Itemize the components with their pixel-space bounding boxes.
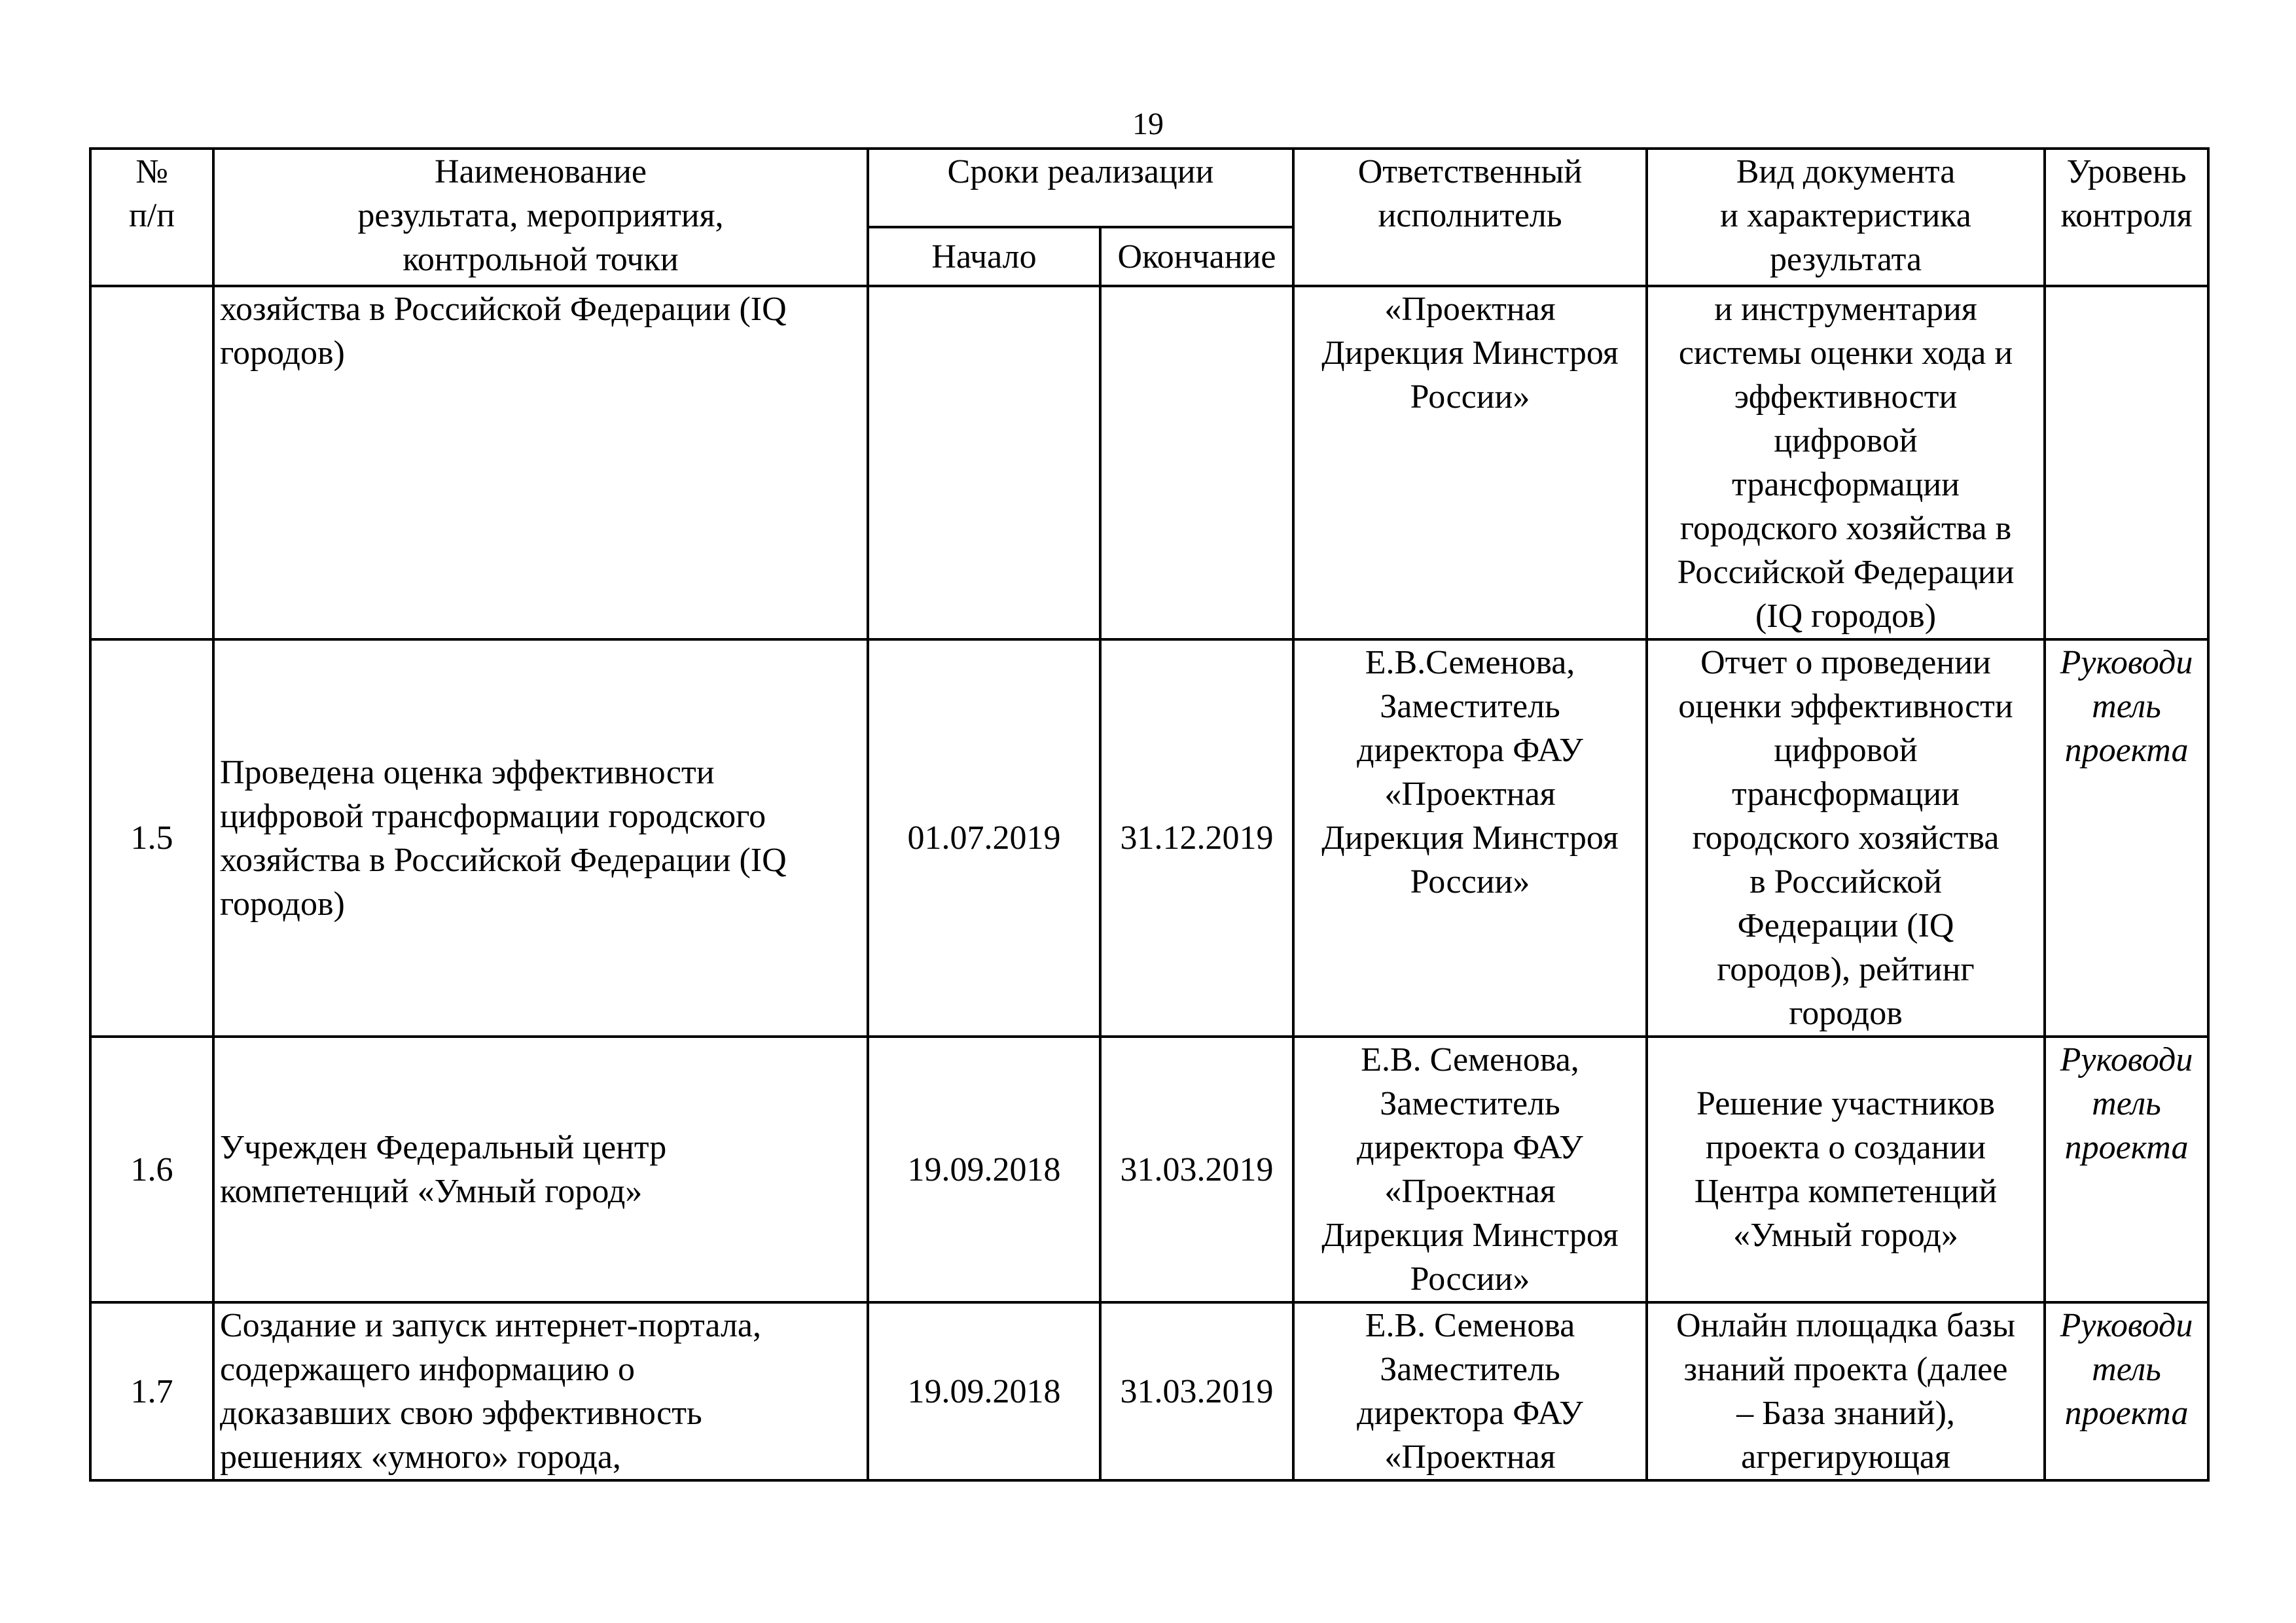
cell-num: 1.7: [90, 1302, 213, 1480]
table-row: [90, 1302, 2208, 1480]
cell-name: Проведена оценка эффективности цифровой трансформации городского хозяйства в Российской Федерации (IQ городов): [213, 639, 868, 1037]
cell-control: Руководи тель проекта: [2045, 639, 2208, 1037]
header-doc-type: Вид документа и характеристика результата: [1647, 149, 2045, 286]
header-responsible: Ответственный исполнитель: [1293, 149, 1647, 286]
cell-name: хозяйства в Российской Федерации (IQ городов): [213, 286, 868, 639]
cell-num: 1.5: [90, 639, 213, 1037]
table-row: [90, 1037, 2208, 1302]
table-row: [90, 286, 2208, 639]
table-body: [90, 286, 2208, 1480]
header-start: Начало: [868, 227, 1100, 286]
cell-end: 31.03.2019: [1100, 1302, 1293, 1480]
cell-end: 31.03.2019: [1100, 1037, 1293, 1302]
cell-doc-type: Решение участников проекта о создании Центра компетенций «Умный город»: [1647, 1037, 2045, 1302]
cell-control: Руководи тель проекта: [2045, 1037, 2208, 1302]
header-period: Сроки реализации: [868, 149, 1293, 227]
header-name: Наименование результата, мероприятия, контрольной точки: [213, 149, 868, 286]
cell-responsible: Е.В. Семенова Заместитель директора ФАУ «Проектная: [1293, 1302, 1647, 1480]
cell-start: 19.09.2018: [868, 1302, 1100, 1480]
cell-responsible: «Проектная Дирекция Минстроя России»: [1293, 286, 1647, 639]
cell-responsible: Е.В.Семенова, Заместитель директора ФАУ «Проектная Дирекция Минстроя России»: [1293, 639, 1647, 1037]
header-control: Уровень контроля: [2045, 149, 2208, 286]
cell-responsible: Е.В. Семенова, Заместитель директора ФАУ «Проектная Дирекция Минстроя России»: [1293, 1037, 1647, 1302]
cell-start: 19.09.2018: [868, 1037, 1100, 1302]
cell-start: 01.07.2019: [868, 639, 1100, 1037]
cell-start: [868, 286, 1100, 639]
cell-doc-type: и инструментария системы оценки хода и эффективности цифровой трансформации городского хозяйства в Российской Федерации (IQ городов): [1647, 286, 2045, 639]
cell-name: Создание и запуск интернет-портала, содержащего информацию о доказавших свою эффективность решениях «умного» города,: [213, 1302, 868, 1480]
project-plan-table: [89, 147, 2210, 1482]
cell-end: [1100, 286, 1293, 639]
header-num: № п/п: [90, 149, 213, 286]
table-header: [90, 149, 2208, 286]
cell-num: [90, 286, 213, 639]
header-end: Окончание: [1100, 227, 1293, 286]
cell-doc-type: Отчет о проведении оценки эффективности цифровой трансформации городского хозяйства в Российской Федерации (IQ городов), рейтинг городов: [1647, 639, 2045, 1037]
cell-doc-type: Онлайн площадка базы знаний проекта (далее – База знаний), агрегирующая: [1647, 1302, 2045, 1480]
cell-num: 1.6: [90, 1037, 213, 1302]
cell-control: [2045, 286, 2208, 639]
page-number: 19: [1132, 107, 1164, 141]
cell-control: Руководи тель проекта: [2045, 1302, 2208, 1480]
cell-name: Учрежден Федеральный центр компетенций «Умный город»: [213, 1037, 868, 1302]
cell-end: 31.12.2019: [1100, 639, 1293, 1037]
table-row: [90, 639, 2208, 1037]
